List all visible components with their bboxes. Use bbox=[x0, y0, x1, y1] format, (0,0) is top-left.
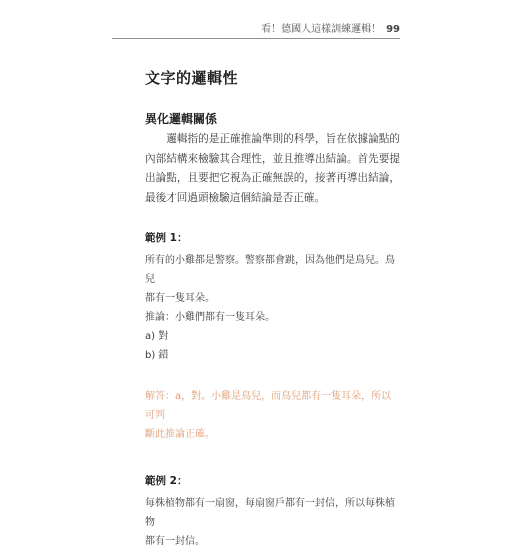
intro-paragraph: 邏輯指的是正確推論準則的科學，旨在依據論點的內部結構來檢驗其合理性，並且推導出結論。首先要提出論點，且要把它視為正確無誤的，接著再導出結論，最後才回過頭檢驗這個結論是否正確。 bbox=[145, 133, 400, 204]
subsection-title: 異化邏輯關係 bbox=[145, 112, 218, 126]
example-1-answer-line-2: 斷此推論正確。 bbox=[145, 429, 215, 440]
running-header-title: 看！德國人這樣訓練邏輯！ bbox=[261, 24, 382, 35]
example-1-text-line-1: 所有的小雞都是警察。警察都會跳，因為他們是鳥兒。鳥兒 bbox=[145, 255, 395, 285]
section-title: 文字的邏輯性 bbox=[145, 69, 239, 87]
example-1-inference: 推論：小雞們都有一隻耳朵。 bbox=[145, 312, 275, 323]
example-2-text-line-2: 都有一封信。 bbox=[145, 536, 205, 547]
page-number: 99 bbox=[386, 24, 400, 35]
example-1-answer-line-1: 解答：a，對。小雞是鳥兒，而鳥兒都有一隻耳朵，所以可判 bbox=[145, 391, 392, 421]
running-header bbox=[112, 20, 400, 39]
example-2-text-line-1: 每株植物都有一扇窗，每扇窗戶都有一封信，所以每株植物 bbox=[145, 498, 395, 528]
example-2-heading: 範例 2： bbox=[145, 475, 188, 487]
page-content bbox=[145, 67, 400, 551]
example-1-option-a: a) 對 bbox=[145, 331, 169, 342]
example-1-text-line-2: 都有一隻耳朵。 bbox=[145, 293, 215, 304]
example-1-option-b: b) 錯 bbox=[145, 350, 169, 361]
example-1-heading: 範例 1： bbox=[145, 232, 188, 244]
